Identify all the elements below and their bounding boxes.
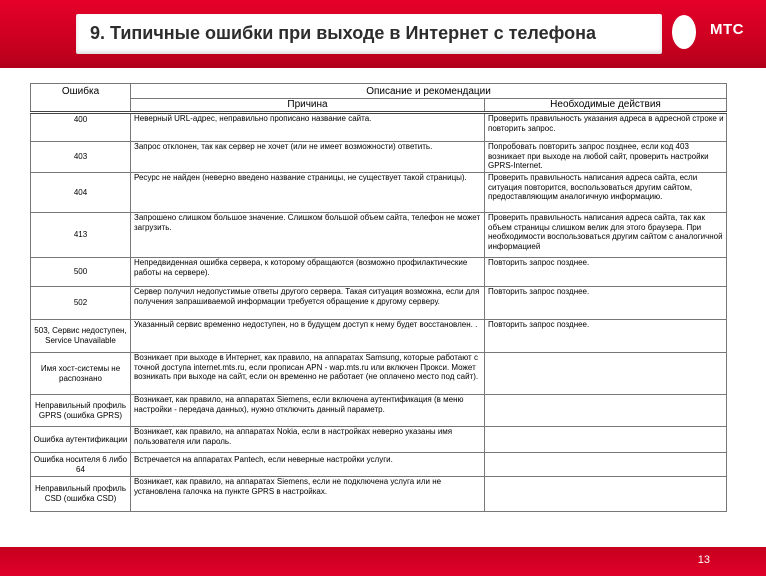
error-code: Ошибка аутентификации	[31, 427, 131, 453]
mts-logo-text: МТС	[710, 21, 744, 38]
error-code: Неправильный профиль CSD (ошибка CSD)	[31, 477, 131, 512]
header-description: Описание и рекомендации	[131, 84, 727, 99]
error-cause: Запрос отклонен, так как сервер не хочет (или не имеет возможности) ответить.	[131, 142, 485, 173]
table-row	[31, 353, 727, 395]
errors-table	[30, 83, 727, 512]
error-cause: Возникает при выходе в Интернет, как правило, на аппаратах Samsung, которые работают с точной доступа internet.mts.ru, если прописан APN - wap.mts.ru или включен Прокси. Может возникать при выходе на сайт, если он временно не работает (не оплачено место под сайт).	[131, 353, 485, 395]
error-actions	[485, 353, 727, 395]
error-code: 413	[31, 213, 131, 258]
error-cause: Ресурс не найден (неверно введено название страницы, не существует такой страницы).	[131, 173, 485, 213]
error-actions	[485, 477, 727, 512]
table-row	[31, 477, 727, 512]
table-row	[31, 395, 727, 427]
error-cause: Указанный сервис временно недоступен, но в будущем доступ к нему будет восстановлен. .	[131, 320, 485, 353]
slide-footer	[0, 547, 766, 576]
error-actions	[485, 395, 727, 427]
table-row	[31, 113, 727, 142]
error-cause: Сервер получил недопустимые ответы другого сервера. Такая ситуация возможна, если для получения запрашиваемой информации требуется обращение к другому серверу.	[131, 287, 485, 320]
error-actions: Проверить правильность написания адреса сайта, если ситуация повторится, воспользоваться другим сайтом, предоставляющим аналогичную информацию.	[485, 173, 727, 213]
error-cause: Возникает, как правило, на аппаратах Nokia, если в настройках неверно указаны имя пользователя или пароль.	[131, 427, 485, 453]
error-actions	[485, 453, 727, 477]
error-code: 403	[31, 142, 131, 173]
table-row	[31, 173, 727, 213]
header-cause: Причина	[131, 99, 485, 113]
error-cause: Запрошено слишком большое значение. Слишком большой объем сайта, телефон не может загрузить.	[131, 213, 485, 258]
error-actions: Повторить запрос позднее.	[485, 258, 727, 287]
table-row	[31, 427, 727, 453]
error-code: Ошибка носителя 6 либо 64	[31, 453, 131, 477]
mts-egg-logo-icon	[669, 11, 699, 51]
title-box	[76, 14, 662, 54]
header-actions: Необходимые действия	[485, 99, 727, 113]
error-actions: Повторить запрос позднее.	[485, 287, 727, 320]
error-code: 404	[31, 173, 131, 213]
error-cause: Непредвиденная ошибка сервера, к которому обращаются (возможно профилактические работы на сервере).	[131, 258, 485, 287]
error-actions: Попробовать повторить запрос позднее, если код 403 возникает при выходе на любой сайт, проверить настройки GPRS-Internet.	[485, 142, 727, 173]
table-row	[31, 142, 727, 173]
error-code: 503, Сервис недоступен, Service Unavailable	[31, 320, 131, 353]
error-cause: Неверный URL-адрес, неправильно прописано название сайта.	[131, 113, 485, 142]
table-row	[31, 213, 727, 258]
error-code: Неправильный профиль GPRS (ошибка GPRS)	[31, 395, 131, 427]
error-actions: Повторить запрос позднее.	[485, 320, 727, 353]
error-code: 400	[31, 113, 131, 142]
error-code: Имя хост-системы не распознано	[31, 353, 131, 395]
table-row	[31, 287, 727, 320]
error-cause: Возникает, как правило, на аппаратах Siemens, если включена аутентификация (в меню настройки - передача данных), нужно отключить данный параметр.	[131, 395, 485, 427]
error-actions	[485, 427, 727, 453]
error-actions: Проверить правильность написания адреса сайта, так как объем страницы слишком велик для этого браузера. При необходимости воспользоваться другим сайтом с аналогичной информацией	[485, 213, 727, 258]
error-cause: Возникает, как правило, на аппаратах Siemens, если не подключена услуга или не установлена галочка на пункте GPRS в настройках.	[131, 477, 485, 512]
slide-title: 9. Типичные ошибки при выходе в Интернет с телефона	[90, 23, 597, 43]
error-code: 500	[31, 258, 131, 287]
table-row	[31, 453, 727, 477]
slide-header	[0, 0, 766, 68]
table-row	[31, 320, 727, 353]
error-code: 502	[31, 287, 131, 320]
page-number: 13	[697, 554, 710, 566]
table-row	[31, 258, 727, 287]
header-error: Ошибка	[31, 84, 131, 113]
error-cause: Встречается на аппаратах Pantech, если неверные настройки услуги.	[131, 453, 485, 477]
error-actions: Проверить правильность указания адреса в адресной строке и повторить запрос.	[485, 113, 727, 142]
